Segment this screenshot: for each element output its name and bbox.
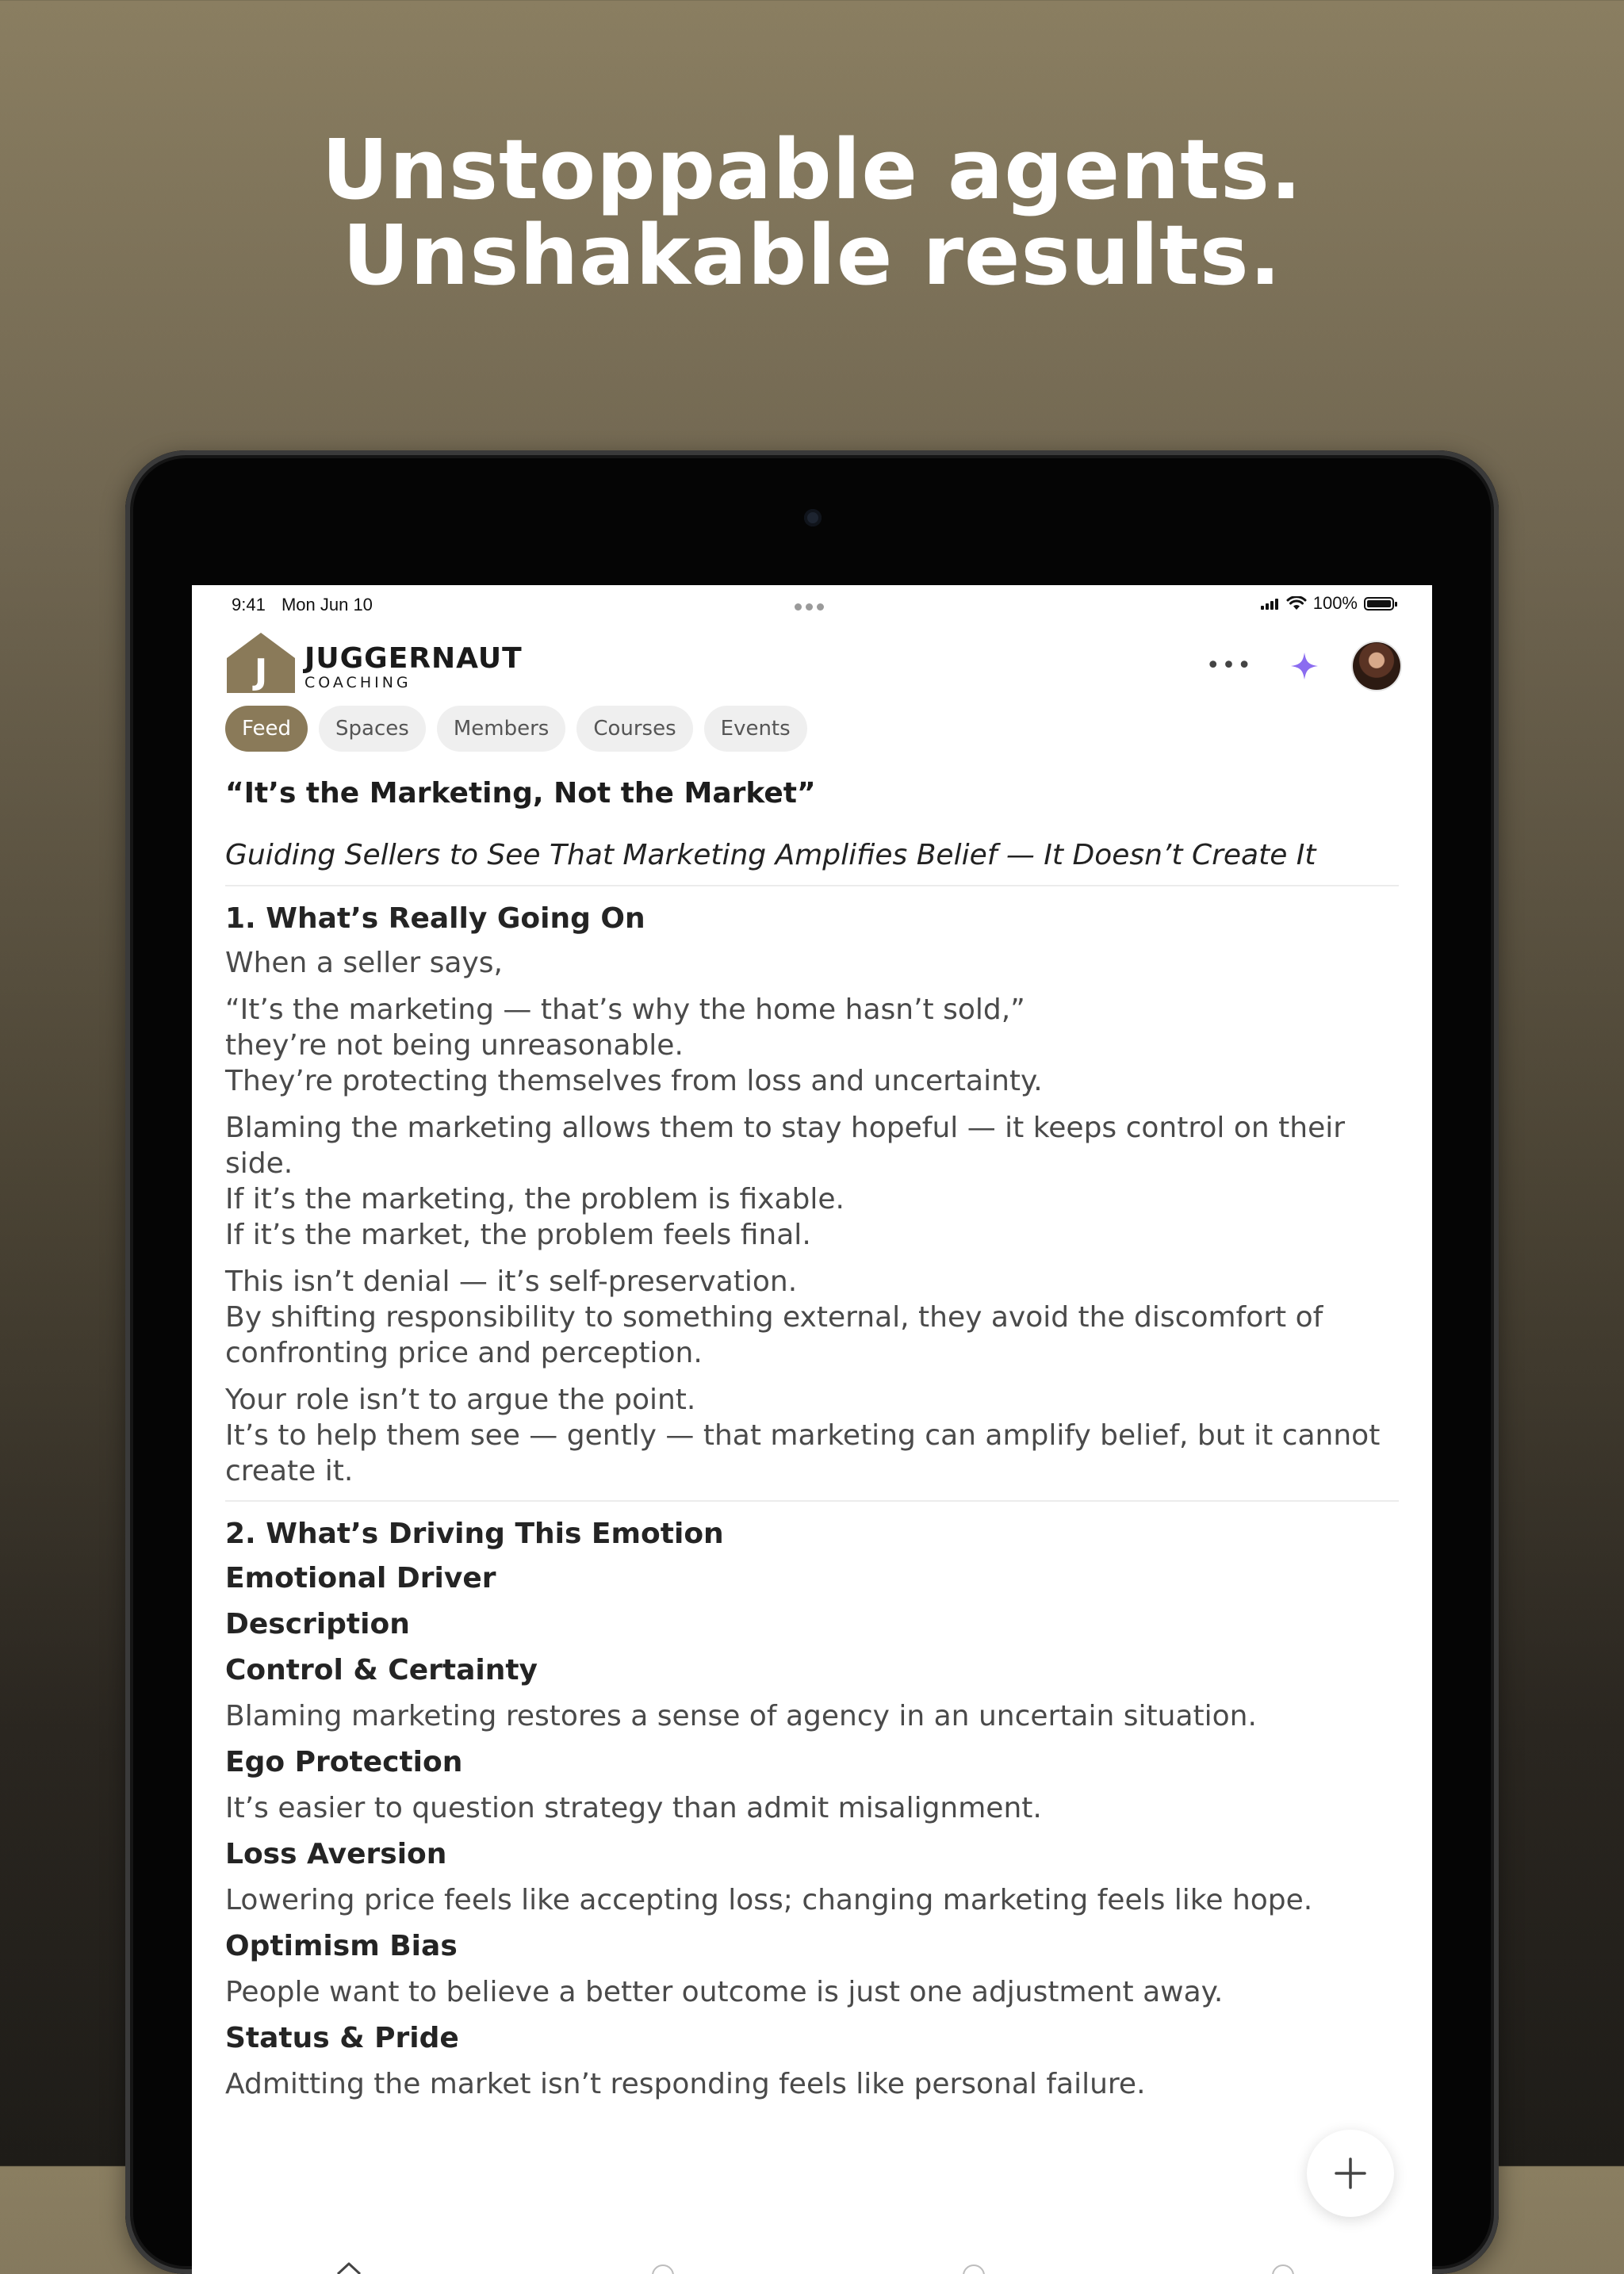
paragraph-line: Blaming the marketing allows them to stay hopeful — it keeps control on their <box>225 1112 1346 1144</box>
paragraph-line: If it’s the marketing, the problem is fixable. <box>225 1183 845 1215</box>
wifi-icon <box>1286 596 1307 611</box>
tab-spaces[interactable]: Spaces <box>319 706 426 752</box>
status-bar <box>192 585 1432 625</box>
paragraph-line: By shifting responsibility to something external, they avoid the discomfort of <box>225 1301 1323 1334</box>
plus-icon <box>1331 2154 1369 2192</box>
notifications-tab-icon[interactable] <box>1272 2264 1294 2274</box>
logo-letter: J <box>254 652 268 692</box>
driver-description: It’s easier to question strategy than admit misalignment. <box>225 1792 1042 1824</box>
inbox-tab-icon[interactable] <box>963 2264 985 2274</box>
section-1-heading: 1. What’s Really Going On <box>225 902 645 935</box>
multitasking-dots-icon[interactable] <box>795 595 829 604</box>
paragraph <box>225 1264 1399 1371</box>
paragraph <box>225 1382 1399 1489</box>
search-tab-icon[interactable] <box>652 2264 674 2274</box>
driver-description: Blaming marketing restores a sense of agency in an uncertain situation. <box>225 1700 1257 1732</box>
section-divider <box>225 885 1399 886</box>
battery-percent: 100% <box>1312 593 1358 613</box>
bottom-navigation <box>192 2263 1432 2274</box>
paragraph-line: create it. <box>225 1455 354 1487</box>
post-title: “It’s the Marketing, Not the Market” <box>225 777 816 810</box>
feed-tabs <box>225 706 807 752</box>
status-time: 9:41 <box>232 595 266 614</box>
paragraph-line: “It’s the marketing — that’s why the home hasn’t sold,” <box>225 993 1025 1026</box>
cellular-signal-icon <box>1261 597 1280 610</box>
section-divider <box>225 1500 1399 1502</box>
user-avatar[interactable] <box>1353 642 1400 690</box>
more-options-button[interactable] <box>1206 654 1253 678</box>
post-subtitle: Guiding Sellers to See That Marketing Amplifies Belief — It Doesn’t Create It <box>225 839 1316 871</box>
table-header-description: Description <box>225 1608 410 1640</box>
status-date: Mon Jun 10 <box>281 595 373 614</box>
paragraph-line: side. <box>225 1147 293 1180</box>
post-content[interactable] <box>225 775 1399 2112</box>
battery-icon <box>1364 597 1394 611</box>
driver-description: Admitting the market isn’t responding feels like personal failure. <box>225 2068 1146 2100</box>
driver-description: People want to believe a better outcome is just one adjustment away. <box>225 1976 1224 2008</box>
app-header <box>192 625 1432 704</box>
brand-wordmark[interactable] <box>304 644 523 691</box>
paragraph <box>225 945 1399 981</box>
paragraph <box>225 992 1399 1099</box>
table-header-driver: Emotional Driver <box>225 1562 496 1594</box>
paragraph-line: When a seller says, <box>225 947 503 979</box>
tab-feed[interactable]: Feed <box>225 706 308 752</box>
paragraph <box>225 1110 1399 1253</box>
headline-line-2: Unshakable results. <box>342 207 1282 304</box>
tablet-frame <box>125 450 1499 2274</box>
driver-label: Optimism Bias <box>225 1930 458 1962</box>
paragraph-line: they’re not being unreasonable. <box>225 1029 684 1062</box>
house-logo-icon[interactable] <box>225 631 297 695</box>
tab-members[interactable]: Members <box>437 706 566 752</box>
create-post-button[interactable] <box>1307 2130 1394 2217</box>
driver-label: Ego Protection <box>225 1746 463 1778</box>
driver-description: Lowering price feels like accepting loss; changing marketing feels like hope. <box>225 1884 1313 1916</box>
tab-courses[interactable]: Courses <box>576 706 692 752</box>
driver-label: Control & Certainty <box>225 1654 538 1686</box>
brand-name: JUGGERNAUT <box>304 642 523 675</box>
sparkle-icon[interactable] <box>1289 651 1320 681</box>
paragraph-line: This isn’t denial — it’s self-preservation. <box>225 1265 798 1298</box>
section-2-heading: 2. What’s Driving This Emotion <box>225 1518 724 1550</box>
front-camera <box>804 509 822 526</box>
ellipsis-icon: ••• <box>1205 652 1253 680</box>
paragraph-line: If it’s the market, the problem feels final. <box>225 1219 811 1251</box>
paragraph-line: confronting price and perception. <box>225 1337 703 1369</box>
paragraph-line: Your role isn’t to argue the point. <box>225 1384 696 1416</box>
marketing-headline <box>0 121 1624 304</box>
headline-line-1: Unstoppable agents. <box>321 121 1303 218</box>
app-screen <box>192 585 1432 2274</box>
driver-label: Status & Pride <box>225 2022 459 2054</box>
paragraph-line: They’re protecting themselves from loss and uncertainty. <box>225 1065 1043 1097</box>
driver-label: Loss Aversion <box>225 1838 447 1870</box>
home-tab-icon[interactable] <box>335 2261 363 2274</box>
paragraph-line: It’s to help them see — gently — that marketing can amplify belief, but it cannot <box>225 1419 1381 1452</box>
brand-subtitle: COACHING <box>304 674 412 691</box>
tab-events[interactable]: Events <box>704 706 807 752</box>
